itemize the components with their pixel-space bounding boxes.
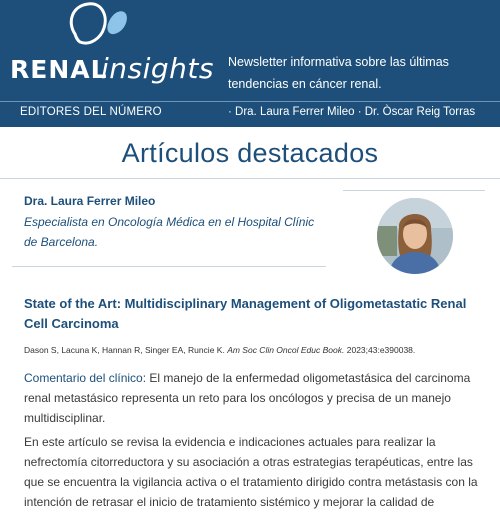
citation-reference: 2023;43:e390038. (346, 345, 416, 355)
citation-journal: Am Soc Clin Oncol Educ Book. (227, 345, 345, 355)
article-title[interactable]: State of the Art: Multidisciplinary Management of Oligometastatic Renal Cell Carcinoma (24, 296, 467, 331)
comment-text: El manejo de la enfermedad oligometastásica del carcinoma renal metastásico representa un reto para los oncólogos y precisa de un manejo multidisciplinar. (24, 371, 471, 425)
author-photo (377, 198, 453, 274)
logo-insights-text: insights (101, 52, 214, 85)
article-citation (24, 345, 494, 355)
newsletter-tagline: Newsletter informativa sobre las últimas tendencias en cáncer renal. (228, 55, 449, 91)
section-title: Artículos destacados (121, 138, 379, 168)
author-name: Dra. Laura Ferrer Mileo (24, 194, 156, 208)
author-divider-right (343, 190, 485, 191)
newsletter-header (0, 0, 500, 127)
clinician-comment (24, 368, 484, 428)
author-avatar (377, 198, 453, 274)
citation-authors: Dason S, Lacuna K, Hannan R, Singer EA, Runcie K. (24, 345, 225, 355)
comment-label: Comentario del clínico: (24, 371, 147, 385)
editors-label: EDITORES DEL NÚMERO (20, 106, 162, 118)
section-divider (0, 178, 500, 179)
logo-renal-text: RENAL (10, 55, 108, 84)
author-divider-left (12, 266, 326, 267)
editors-names: · Dra. Laura Ferrer Mileo · Dr. Òscar Reig Torras (228, 106, 476, 118)
author-role: Especialista en Oncología Médica en el Hospital Clínic de Barcelona. (24, 215, 315, 249)
kidney-logo-icon (66, 2, 130, 52)
header-divider (0, 101, 500, 102)
article-summary-paragraph: En este artículo se revisa la evidencia e indicaciones actuales para realizar la nefrectomía citorreductora y su asociación a otras estrategias terapéuticas, entre las que se encuentra la vigilancia activa o el tratamiento dirigido contra metástasis con la intención de retrasar el inicio de tratamiento sistémico y mejorar la calidad de (24, 435, 478, 509)
